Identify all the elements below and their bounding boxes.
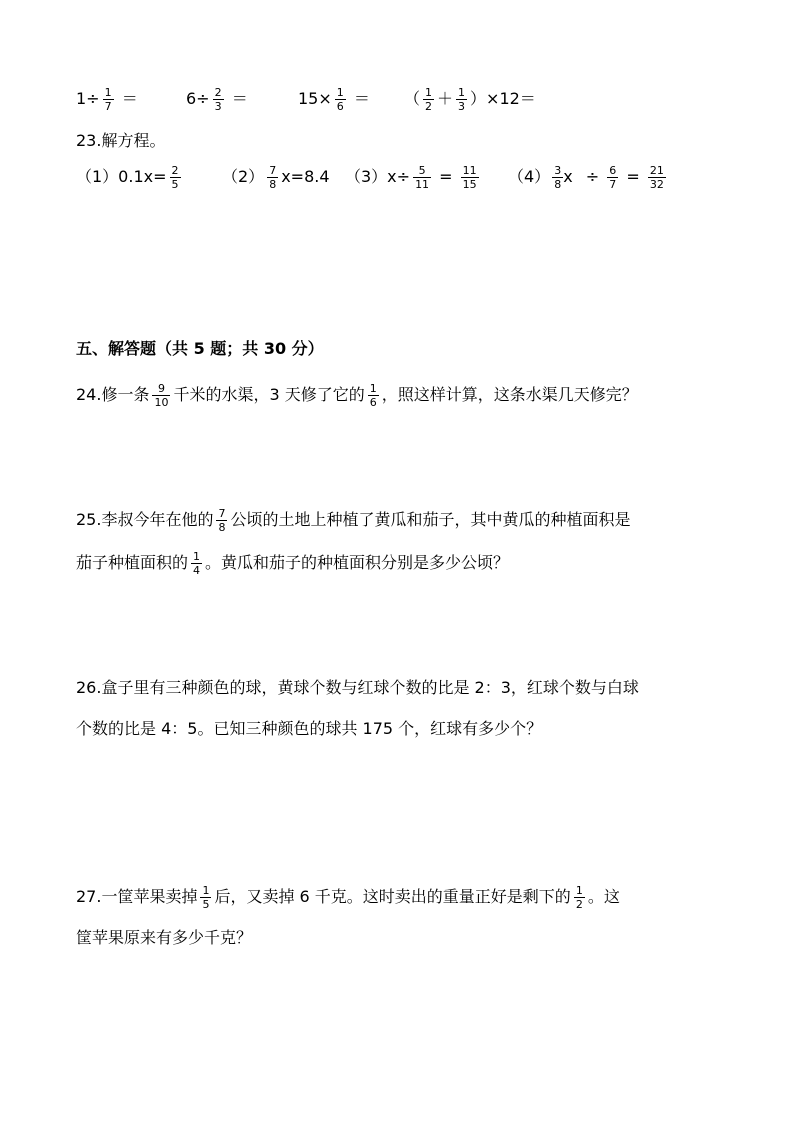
fraction: $\frac{1}{6}$ (369, 382, 377, 409)
q23-part-2: （2） $\frac{7}{8}$ x=8.4 (222, 164, 330, 191)
fraction: $\frac{1}{7}$ (104, 86, 112, 113)
fraction: $\frac{11}{15}$ (462, 164, 477, 191)
q22-expression-row (76, 86, 138, 113)
section-5-title: 五、解答题（共 5 题；共 30 分） (76, 339, 324, 358)
fraction: $\frac{2}{3}$ (214, 86, 222, 113)
fraction: $\frac{1}{5}$ (202, 884, 210, 911)
fraction: $\frac{2}{5}$ (171, 164, 179, 191)
fraction: $\frac{9}{10}$ (154, 382, 169, 409)
q26-question-line-1: 26.盒子里有三种颜色的球，黄球个数与红球个数的比是 2：3，红球个数与白球 (76, 678, 639, 697)
q22-expr-1: 1÷ $\frac{1}{7}$ ＝ (76, 86, 138, 113)
q25-question-line-1: 25.李叔今年在他的 $\frac{7}{8}$ 公顷的土地上种植了黄瓜和茄子，其中黄瓜的种植面积是 (76, 507, 631, 534)
fraction: $\frac{7}{8}$ (218, 507, 226, 534)
q24-question: 24.修一条 $\frac{9}{10}$ 千米的水渠，3 天修了它的 $\frac{1}{6}$ ，照这样计算，这条水渠几天修完？ (76, 382, 638, 409)
fraction: $\frac{7}{8}$ (269, 164, 277, 191)
q23-title: 23.解方程。 (76, 131, 166, 150)
fraction: $\frac{1}{3}$ (458, 86, 466, 113)
q26-question-line-2: 个数的比是 4：5。已知三种颜色的球共 175 个，红球有多少个？ (76, 719, 543, 738)
q27-question-line-2: 筐苹果原来有多少千克？ (76, 928, 253, 947)
q25-question-line-2: 茄子种植面积的 $\frac{1}{4}$ 。黄瓜和茄子的种植面积分别是多少公顷？ (76, 550, 510, 577)
q22-expr-2: 6÷ $\frac{2}{3}$ ＝ (186, 86, 248, 113)
fraction: $\frac{1}{2}$ (575, 884, 583, 911)
q22-expr-3: 15× $\frac{1}{6}$ ＝ (298, 86, 370, 113)
q22-expr-4: （ $\frac{1}{2}$ ＋ $\frac{1}{3}$ ）×12＝ (404, 86, 536, 113)
fraction: $\frac{1}{4}$ (193, 550, 201, 577)
q23-part-1: （1）0.1x= $\frac{2}{5}$ (76, 164, 179, 191)
fraction: $\frac{21}{32}$ (649, 164, 664, 191)
fraction: $\frac{5}{11}$ (415, 164, 430, 191)
fraction: $\frac{1}{6}$ (336, 86, 344, 113)
fraction: $\frac{3}{8}$ (554, 164, 562, 191)
fraction: $\frac{1}{2}$ (425, 86, 433, 113)
q27-question-line-1: 27.一筐苹果卖掉 $\frac{1}{5}$ 后，又卖掉 6 千克。这时卖出的重量正好是剩下的 $\frac{1}{2}$ 。这 (76, 884, 620, 911)
fraction: $\frac{6}{7}$ (609, 164, 617, 191)
q23-part-3: （3）x÷ $\frac{5}{11}$ = $\frac{11}{15}$ (345, 164, 477, 191)
q23-part-4: （4） $\frac{3}{8}$ x ÷ $\frac{6}{7}$ = $\frac{21}{32}$ (508, 164, 664, 191)
